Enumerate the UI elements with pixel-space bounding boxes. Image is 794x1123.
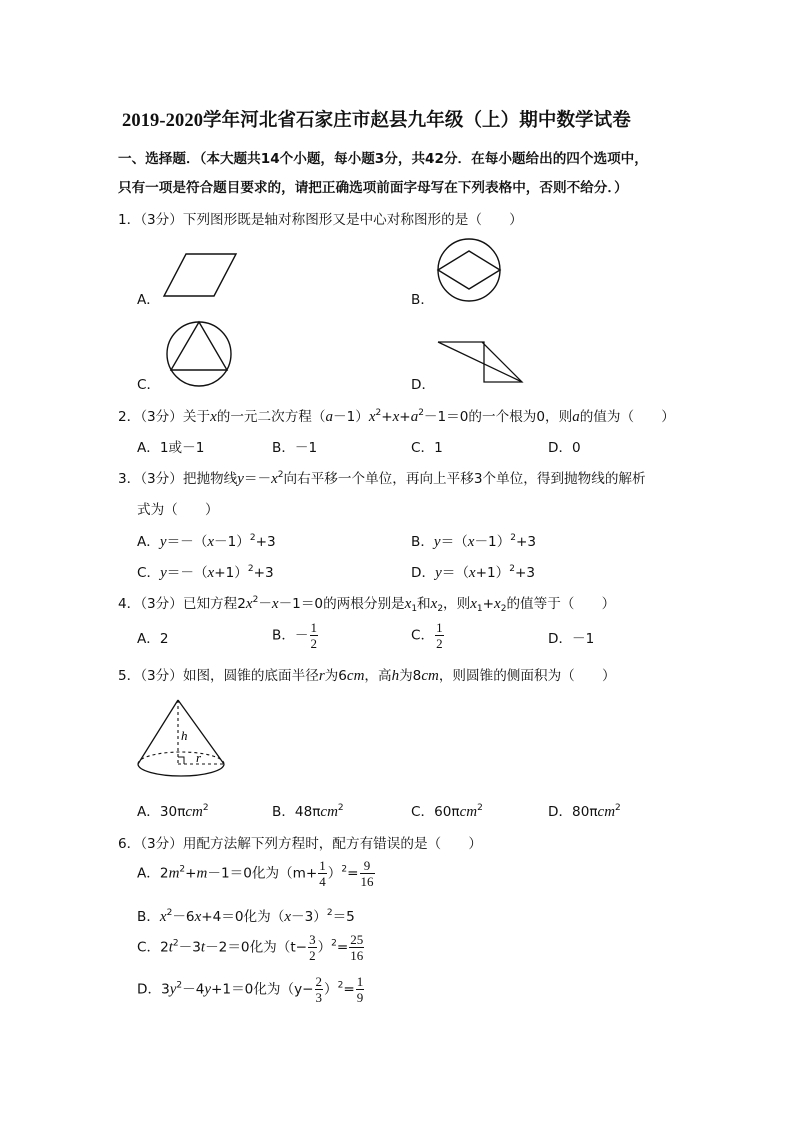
q6-stem: 6．（3分）用配方法解下列方程时，配方有错误的是（ ） bbox=[118, 836, 482, 852]
q5-option-c-label: C．60π bbox=[411, 804, 460, 820]
q3-stem-line2: 式为（ ） bbox=[137, 502, 219, 518]
fraction: $\frac{3}{2}$ bbox=[309, 932, 316, 963]
q6-option-b: B．$x^2-6x+4=0$化为$(x-3)^2=5$ bbox=[137, 908, 355, 925]
q3-stem-prefix: 3．（3分）把抛物线 bbox=[118, 471, 238, 487]
q6-option-c: C．$2t^2-3t-2=0$化为（t− $\frac{3}{2}$ ）$^2$= $\frac{25}{16}$ bbox=[137, 932, 364, 963]
q1-option-d-label: D． bbox=[411, 377, 436, 393]
q4-option-b bbox=[272, 620, 319, 651]
q3-option-c-label: C． bbox=[137, 565, 161, 581]
q5-stem: 5．（3分）如图，圆锥的底面半径r为6cm，高h为8cm，则圆锥的侧面积为（ ） bbox=[118, 668, 616, 684]
q6-option-c-label: C． bbox=[137, 939, 161, 956]
fraction: $\frac{2}{3}$ bbox=[315, 974, 323, 1005]
q2-option-d: D．0 bbox=[548, 440, 581, 456]
fraction: $\frac{9}{16}$ bbox=[360, 858, 374, 889]
q4-option-c bbox=[411, 620, 445, 651]
q1-option-b-figure-circle-rhombus bbox=[432, 237, 506, 303]
q3-option-a-label: A． bbox=[137, 534, 160, 550]
q2-stem-prefix: 2．（3分）关于 bbox=[118, 409, 211, 425]
q5-option-a-label: A．30π bbox=[137, 804, 186, 820]
q4-option-a: A．2 bbox=[137, 631, 169, 647]
q3-stem: 3．（3分）把抛物线$y=-x^2$向右平移一个单位，再向上平移3个单位，得到抛物线的解析 bbox=[118, 470, 646, 487]
fraction: $\frac{25}{16}$ bbox=[350, 932, 364, 963]
fraction: $\frac{1}{4}$ bbox=[319, 858, 326, 889]
q4-stem-prefix: 4．（3分）已知方程 bbox=[118, 596, 238, 612]
q4-option-b-label: B．－ bbox=[272, 627, 309, 644]
q6-option-a: A．$2m^2+m-1=0$化为（m+ $\frac{1}{4}$ ）$^2$= $\frac{9}{16}$ bbox=[137, 858, 374, 889]
q3-option-d: D．$y=(x+1)^2+3$ bbox=[411, 564, 536, 581]
q3-option-a: A．$y=-(x-1)^2+3$ bbox=[137, 533, 276, 550]
q4-option-c-label: C． bbox=[411, 627, 435, 644]
q6-option-d: D．$3y^2-4y+1=0$化为（y− $\frac{2}{3}$ ）$^2$= $\frac{1}{9}$ bbox=[137, 974, 364, 1005]
q6-option-d-label: D． bbox=[137, 981, 162, 998]
q5-option-d-label: D．80π bbox=[548, 804, 598, 820]
cone-height-label: h bbox=[181, 728, 188, 743]
q6-option-a-label: A． bbox=[137, 865, 160, 882]
q2-option-a: A．1或－1 bbox=[137, 440, 205, 456]
q5-stem-prefix: 5．（3分）如图，圆锥的底面半径 bbox=[118, 668, 319, 684]
q4-stem: 4．（3分）已知方程$2x^2-x-1=0$的两根分别是$x_1$和$x_2$，则$x_1+x_2$的值等于（ ） bbox=[118, 595, 616, 614]
fraction: $\frac{1}{2}$ bbox=[310, 620, 318, 651]
q3-option-d-label: D． bbox=[411, 565, 436, 581]
page-title: 2019-2020学年河北省石家庄市赵县九年级（上）期中数学试卷 bbox=[122, 111, 631, 131]
section-heading-line2: 只有一项是符合题目要求的，请把正确选项前面字母写在下列表格中，否则不给分．） bbox=[118, 180, 628, 196]
q1-option-a-label: A． bbox=[137, 292, 160, 308]
fraction: $\frac{1}{2}$ bbox=[436, 620, 443, 651]
q1-option-a-figure-parallelogram bbox=[160, 250, 240, 300]
q5-option-d: D．80πcm$^2$ bbox=[548, 803, 621, 820]
q2-option-b: B．－1 bbox=[272, 440, 318, 456]
q2-stem: 2．（3分）关于x的一元二次方程$(a-1)x^2+x+a^2-1=0$的一个根为0，则a的值为（ ） bbox=[118, 408, 675, 425]
q1-stem: 1．（3分）下列图形既是轴对称图形又是中心对称图形的是（ ） bbox=[118, 212, 523, 228]
q3-option-c: C．$y=-(x+1)^2+3$ bbox=[137, 564, 274, 581]
q5-option-a: A．30πcm$^2$ bbox=[137, 803, 209, 820]
q3-option-b-label: B． bbox=[411, 534, 434, 550]
q4-option-d: D．－1 bbox=[548, 631, 595, 647]
q5-option-c: C．60πcm$^2$ bbox=[411, 803, 483, 820]
q1-option-c-figure-circle-triangle bbox=[163, 318, 235, 388]
q2-option-c: C．1 bbox=[411, 440, 443, 456]
q5-option-b: B．48πcm$^2$ bbox=[272, 803, 344, 820]
q1-option-b-label: B． bbox=[411, 292, 434, 308]
fraction: $\frac{1}{9}$ bbox=[356, 974, 364, 1005]
q5-option-b-label: B．48π bbox=[272, 804, 321, 820]
q5-cone-figure bbox=[134, 696, 230, 784]
q1-option-d-figure-z-shape bbox=[434, 338, 526, 388]
q6-option-b-label: B． bbox=[137, 909, 160, 925]
q1-option-c-label: C． bbox=[137, 377, 161, 393]
q3-option-b: B．$y=(x-1)^2+3$ bbox=[411, 533, 537, 550]
section-heading-line1: 一、选择题．（本大题共14个小题，每小题3分，共42分．在每小题给出的四个选项中， bbox=[118, 151, 648, 167]
cone-radius-label: r bbox=[196, 750, 202, 765]
